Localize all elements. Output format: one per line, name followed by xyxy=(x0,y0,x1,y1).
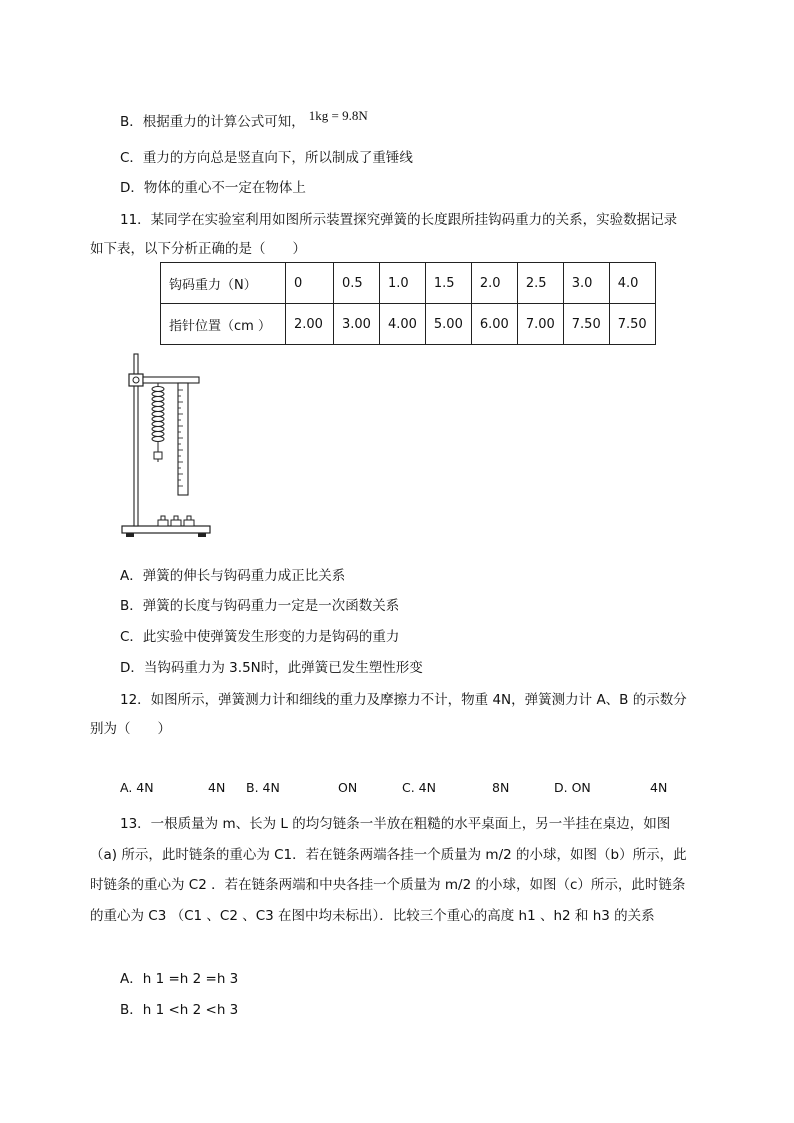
q12-option-c-value: 8N xyxy=(492,780,510,795)
q11-option-a: A．弹簧的伸长与钩码重力成正比关系 xyxy=(120,568,346,584)
q12-option-b-value: ON xyxy=(338,780,358,795)
table-cell: 7.50 xyxy=(563,304,609,345)
table-cell: 4.0 xyxy=(609,263,655,304)
table-cell: 0 xyxy=(286,263,334,304)
q10-option-b-formula: 1kg = 9.8N xyxy=(308,108,368,123)
table-row xyxy=(161,304,656,345)
q11-data-table xyxy=(160,262,656,345)
table-cell: 0.5 xyxy=(334,263,380,304)
q13-stem-line3: 时链条的重心为 C2 ．若在链条两端和中央各挂一个质量为 m/2 的小球，如图（c）所示，此时链条 xyxy=(90,877,686,893)
q11-option-b: B．弹簧的长度与钩码重力一定是一次函数关系 xyxy=(120,598,400,614)
q11-option-d: D．当钩码重力为 3.5N时，此弹簧已发生塑性形变 xyxy=(120,660,423,676)
q12-option-d-label: D. ON xyxy=(554,780,591,795)
q12-stem-line2: 别为（ ） xyxy=(90,721,171,737)
q12-option-d-value: 4N xyxy=(650,780,668,795)
table-row xyxy=(161,263,656,304)
table-cell: 4.00 xyxy=(379,304,425,345)
q12-option-a-value: 4N xyxy=(208,780,226,795)
table-cell: 1.0 xyxy=(379,263,425,304)
table-cell: 1.5 xyxy=(425,263,471,304)
q10-option-d: D．物体的重心不一定在物体上 xyxy=(120,180,306,196)
q13-option-b: B．h 1 <h 2 <h 3 xyxy=(120,1002,239,1018)
table-row-header: 钩码重力（N） xyxy=(161,263,286,304)
table-cell: 3.0 xyxy=(563,263,609,304)
spring-apparatus-figure xyxy=(118,350,218,550)
q10-option-b-text: B．根据重力的计算公式可知， xyxy=(120,114,305,130)
q12-option-b-label: B. 4N xyxy=(246,780,280,795)
table-cell: 5.00 xyxy=(425,304,471,345)
q11-stem-line2: 如下表，以下分析正确的是（ ） xyxy=(90,241,306,257)
q11-option-c: C．此实验中使弹簧发生形变的力是钩码的重力 xyxy=(120,629,400,645)
q13-stem-line1: 13．一根质量为 m、长为 L 的均匀链条一半放在粗糙的水平桌面上，另一半挂在桌边，如图 xyxy=(120,816,671,832)
q12-stem-line1: 12．如图所示，弹簧测力计和细线的重力及摩擦力不计，物重 4N，弹簧测力计 A、B 的示数分 xyxy=(120,692,687,708)
table-cell: 3.00 xyxy=(334,304,380,345)
q12-option-c-label: C. 4N xyxy=(402,780,436,795)
table-row-header: 指针位置（cm ） xyxy=(161,304,286,345)
table-cell: 7.00 xyxy=(517,304,563,345)
table-cell: 6.00 xyxy=(471,304,517,345)
table-cell: 2.0 xyxy=(471,263,517,304)
q11-stem-line1: 11．某同学在实验室利用如图所示装置探究弹簧的长度跟所挂钩码重力的关系，实验数据记录 xyxy=(120,212,678,228)
table-cell: 2.5 xyxy=(517,263,563,304)
q10-option-c: C．重力的方向总是竖直向下，所以制成了重锤线 xyxy=(120,150,413,166)
q13-stem-line4: 的重心为 C3 （C1 、C2 、C3 在图中均未标出）．比较三个重心的高度 h1 、h2 和 h3 的关系 xyxy=(90,908,655,924)
q10-option-b xyxy=(120,108,368,130)
table-cell: 2.00 xyxy=(286,304,334,345)
q13-stem-line2: （a) 所示，此时链条的重心为 C1．若在链条两端各挂一个质量为 m/2 的小球，如图（b）所示，此 xyxy=(90,847,687,863)
q12-option-a-label: A. 4N xyxy=(120,780,154,795)
q13-option-a: A．h 1 =h 2 =h 3 xyxy=(120,971,239,987)
table-cell: 7.50 xyxy=(609,304,655,345)
